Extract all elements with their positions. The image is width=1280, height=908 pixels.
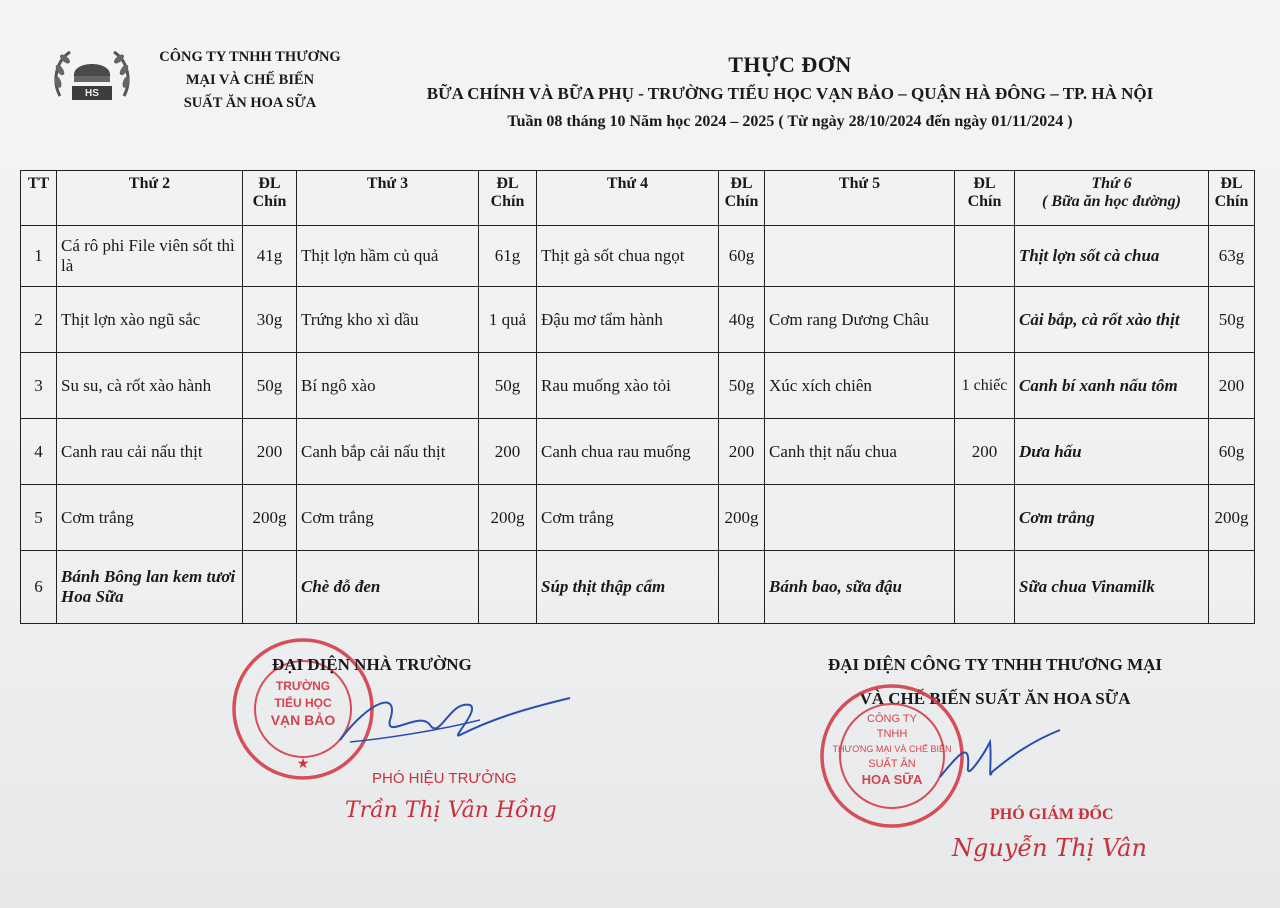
dish-cell: Thịt lợn xào ngũ sắc (57, 287, 243, 353)
weight-cell (955, 485, 1015, 551)
row-number: 4 (21, 419, 57, 485)
dish-cell: Cải bắp, cà rốt xào thịt (1015, 287, 1209, 353)
school-signature-ink (330, 680, 590, 760)
dish-cell: Canh rau cải nấu thịt (57, 419, 243, 485)
menu-table (20, 170, 1255, 624)
weight-cell: 63g (1209, 226, 1255, 287)
weight-cell: 40g (719, 287, 765, 353)
company-stamp-line-5: HOA SỮA (861, 772, 923, 787)
weight-cell: 200 (719, 419, 765, 485)
weight-cell (719, 551, 765, 624)
dish-cell: Dưa hấu (1015, 419, 1209, 485)
company-logo (50, 46, 134, 110)
table-row (21, 226, 1255, 287)
header-day-mon: Thứ 2 (57, 171, 243, 226)
school-signature-block (200, 648, 580, 682)
company-line-2: MẠI VÀ CHẾ BIẾN (185, 72, 315, 88)
weight-cell: 60g (719, 226, 765, 287)
weight-cell: 30g (243, 287, 297, 353)
weight-cell (955, 226, 1015, 287)
dish-cell: Sữa chua Vinamilk (1015, 551, 1209, 624)
dish-cell: Canh thịt nấu chua (765, 419, 955, 485)
dish-cell (765, 226, 955, 287)
dish-cell: Súp thịt thập cẩm (537, 551, 719, 624)
header-dl: ĐL Chín (719, 171, 765, 226)
row-number: 5 (21, 485, 57, 551)
weight-cell (479, 551, 537, 624)
dish-cell: Rau muống xào tỏi (537, 353, 719, 419)
dish-cell: Chè đỗ đen (297, 551, 479, 624)
header-day-wed: Thứ 4 (537, 171, 719, 226)
table-row (21, 485, 1255, 551)
school-stamp-line-1: TRƯỜNG (275, 679, 331, 693)
weight-cell: 200 (479, 419, 537, 485)
company-stamp-line-2: TNHH (876, 728, 908, 740)
table-row (21, 551, 1255, 624)
school-stamp-line-3: VẠN BẢO (270, 712, 336, 728)
weight-cell: 200 (1209, 353, 1255, 419)
dish-cell: Canh bắp cải nấu thịt (297, 419, 479, 485)
weight-cell: 200g (719, 485, 765, 551)
week-range: Tuần 08 tháng 10 Năm học 2024 – 2025 ( Từ ngày 28/10/2024 đến ngày 01/11/2024 ) (507, 113, 1073, 130)
company-stamp-line-3: THƯƠNG MẠI VÀ CHẾ BIẾN (832, 744, 952, 754)
row-number: 2 (21, 287, 57, 353)
weight-cell (243, 551, 297, 624)
dish-cell: Thịt gà sốt chua ngọt (537, 226, 719, 287)
dish-cell: Cá rô phi File viên sốt thì là (57, 226, 243, 287)
weight-cell: 1 quả (479, 287, 537, 353)
svg-text:★: ★ (296, 756, 310, 772)
weight-cell: 200 (955, 419, 1015, 485)
dish-cell: Trứng kho xì dầu (297, 287, 479, 353)
school-rep-title: ĐẠI DIỆN NHÀ TRƯỜNG (272, 655, 472, 674)
school-stamp-line-2: TIỂU HỌC (274, 696, 332, 710)
table-row (21, 353, 1255, 419)
dish-cell: Bí ngô xào (297, 353, 479, 419)
company-rep-line-2: VÀ CHẾ BIẾN SUẤT ĂN HOA SỮA (859, 689, 1131, 708)
company-line-1: CÔNG TY TNHH THƯƠNG (159, 49, 341, 65)
header-day-tue: Thứ 3 (297, 171, 479, 226)
weight-cell: 200g (479, 485, 537, 551)
weight-cell: 60g (1209, 419, 1255, 485)
dish-cell: Thịt lợn hầm củ quả (297, 226, 479, 287)
dish-cell: Thịt lợn sốt cà chua (1015, 226, 1209, 287)
table-row (21, 287, 1255, 353)
weight-cell: 41g (243, 226, 297, 287)
dish-cell: Bánh bao, sữa đậu (765, 551, 955, 624)
dish-cell: Canh bí xanh nấu tôm (1015, 353, 1209, 419)
company-signature-ink (930, 722, 1070, 792)
company-stamp-line-1: CÔNG TY (867, 713, 917, 725)
school-role: PHÓ HIỆU TRƯỞNG (372, 770, 517, 787)
weight-cell: 200g (243, 485, 297, 551)
weight-cell (955, 551, 1015, 624)
company-signer-name: Nguyễn Thị Vân (952, 834, 1147, 862)
company-role: PHÓ GIÁM ĐỐC (990, 806, 1114, 823)
header-tt: TT (21, 171, 57, 226)
dish-cell: Cơm trắng (57, 485, 243, 551)
dish-cell: Bánh Bông lan kem tươi Hoa Sữa (57, 551, 243, 624)
weight-cell: 200 (243, 419, 297, 485)
page-title: THỰC ĐƠN (728, 52, 852, 77)
weight-cell (955, 287, 1015, 353)
dish-cell: Xúc xích chiên (765, 353, 955, 419)
weight-cell: 50g (719, 353, 765, 419)
company-line-3: SUẤT ĂN HOA SỮA (183, 95, 317, 111)
dish-cell: Cơm trắng (537, 485, 719, 551)
weight-cell: 1 chiếc (955, 353, 1015, 419)
header-day-thu: Thứ 5 (765, 171, 955, 226)
dish-cell: Su su, cà rốt xào hành (57, 353, 243, 419)
header-dl: ĐL Chín (955, 171, 1015, 226)
dish-cell: Cơm trắng (297, 485, 479, 551)
dish-cell: Đậu mơ tẩm hành (537, 287, 719, 353)
header-dl: ĐL Chín (243, 171, 297, 226)
header-dl: ĐL Chín (479, 171, 537, 226)
logo-text: HS (85, 88, 99, 99)
row-number: 3 (21, 353, 57, 419)
header-day-fri: Thứ 6 ( Bữa ăn học đường) (1015, 171, 1209, 226)
weight-cell: 200g (1209, 485, 1255, 551)
weight-cell (1209, 551, 1255, 624)
title-block (380, 50, 1200, 136)
weight-cell: 50g (1209, 287, 1255, 353)
dish-cell: Cơm trắng (1015, 485, 1209, 551)
row-number: 6 (21, 551, 57, 624)
weight-cell: 61g (479, 226, 537, 287)
table-row (21, 419, 1255, 485)
dish-cell: Cơm rang Dương Châu (765, 287, 955, 353)
dish-cell (765, 485, 955, 551)
company-rep-line-1: ĐẠI DIỆN CÔNG TY TNHH THƯƠNG MẠI (827, 655, 1163, 674)
page-subtitle: BỮA CHÍNH VÀ BỮA PHỤ - TRƯỜNG TIỂU HỌC VẠN BẢO – QUẬN HÀ ĐÔNG – TP. HÀ NỘI (426, 84, 1154, 103)
dish-cell: Canh chua rau muống (537, 419, 719, 485)
row-number: 1 (21, 226, 57, 287)
company-stamp-line-4: SUẤT ĂN (868, 758, 916, 770)
school-signer-name: Trần Thị Vân Hồng (345, 798, 557, 823)
weight-cell: 50g (479, 353, 537, 419)
header-dl: ĐL Chín (1209, 171, 1255, 226)
company-name (150, 46, 350, 115)
weight-cell: 50g (243, 353, 297, 419)
table-header-row (21, 171, 1255, 226)
